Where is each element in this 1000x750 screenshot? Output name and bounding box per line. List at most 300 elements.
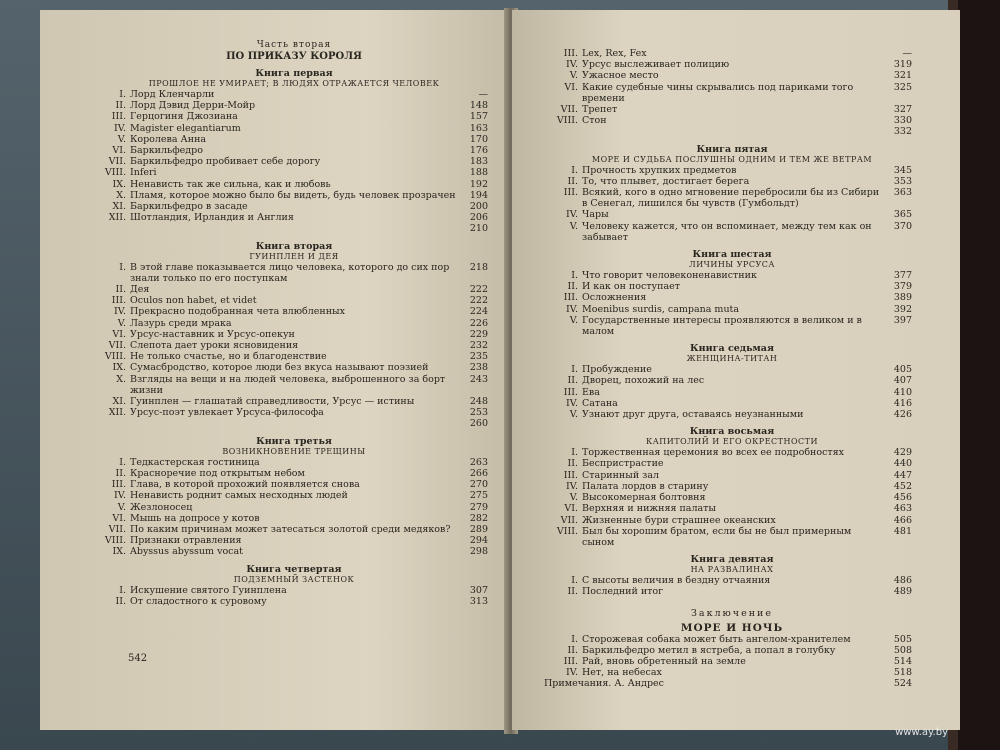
chapter-number: VII. (560, 514, 578, 526)
chapter-title: Рай, вновь обретенный на земле (582, 655, 746, 667)
book-subtitle: ЛИЧИНЫ УРСУСА (689, 260, 775, 270)
chapter-number: IX. (112, 362, 126, 374)
chapter-page: 183 (469, 156, 488, 168)
toc-entry (100, 306, 488, 317)
book-cover-edge (955, 0, 1000, 750)
toc-entry (552, 126, 912, 137)
chapter-title: Inferi (130, 167, 157, 179)
chapter-page: 289 (469, 523, 488, 535)
chapter-page: 224 (469, 306, 488, 318)
conclusion-title: МОРЕ И НОЧЬ (680, 621, 784, 634)
chapter-title: Пробуждение (582, 364, 652, 376)
chapter-page: 514 (893, 655, 912, 667)
toc-entry (100, 284, 488, 295)
book-title: Книга вторая (255, 240, 333, 252)
chapter-number: II. (115, 595, 126, 607)
chapter-page: 163 (469, 122, 488, 134)
chapter-title: Всякий, кого в одно мгновение перебросили бы из Сибири в Сенегал, лишился бы чувств (Гумбольдт) (582, 187, 880, 210)
chapter-number: VII. (108, 156, 126, 168)
chapter-number: VIII. (556, 525, 578, 537)
chapter-page: 508 (893, 644, 912, 656)
chapter-title: Стон (582, 115, 607, 127)
chapter-title: Жезлоносец (130, 501, 193, 513)
chapter-number: IV. (566, 667, 578, 679)
toc-entry (552, 492, 912, 503)
chapter-number: V. (117, 501, 126, 513)
chapter-number: IV. (566, 59, 578, 71)
conclusion-label: Заключение (690, 607, 773, 619)
book-title: Книга третья (256, 435, 332, 447)
chapter-number: IV. (114, 490, 126, 502)
chapter-number: IV. (566, 480, 578, 492)
chapter-page: 440 (893, 458, 912, 470)
part-title: ПО ПРИКАЗУ КОРОЛЯ (226, 51, 362, 62)
chapter-page: 229 (469, 328, 488, 340)
chapter-page: 206 (469, 212, 488, 224)
toc-entry (552, 656, 912, 667)
book-heading (552, 426, 912, 447)
chapter-number: III. (563, 655, 578, 667)
chapter-number (100, 223, 130, 234)
toc-entry (100, 374, 488, 396)
toc-entry (552, 458, 912, 469)
chapter-title: Красноречие под открытым небом (130, 467, 305, 479)
toc-entry (100, 407, 488, 418)
chapter-number (100, 418, 130, 429)
chapter-number: XI. (112, 396, 126, 408)
toc-entry (552, 481, 912, 492)
chapter-page: 405 (893, 364, 912, 376)
chapter-number: VII. (108, 340, 126, 352)
chapter-page: 157 (469, 111, 488, 123)
chapter-page: 332 (893, 126, 912, 138)
chapter-title: Гуинплен — глашатай справедливости, Урсус — истины (130, 396, 415, 408)
chapter-number: II. (567, 175, 578, 187)
chapter-page: 416 (893, 397, 912, 409)
part-heading (100, 40, 488, 62)
toc-entry (100, 596, 488, 607)
chapter-number: I. (571, 364, 578, 376)
toc-entry (100, 145, 488, 156)
chapter-page: 447 (893, 469, 912, 481)
chapter-page: 307 (469, 584, 488, 596)
chapter-page: 235 (469, 351, 488, 363)
toc-entry (552, 115, 912, 126)
right-page (512, 10, 960, 730)
chapter-number: XI. (112, 201, 126, 213)
chapter-page: 505 (893, 633, 912, 645)
chapter-page: — (478, 89, 488, 100)
toc-entry (552, 176, 912, 187)
toc-entry (552, 503, 912, 514)
chapter-page: 345 (893, 164, 912, 176)
chapter-number: III. (111, 111, 126, 123)
chapter-title: Государственные интересы проявляются в великом и в малом (582, 314, 862, 338)
chapter-page: 397 (893, 314, 912, 326)
book-title: Книга шестая (692, 249, 772, 261)
chapter-number: III. (563, 187, 578, 199)
conclusion-entries (552, 634, 912, 679)
chapter-page: 248 (469, 396, 488, 408)
chapter-page: 266 (469, 467, 488, 479)
chapter-number: IV. (114, 306, 126, 318)
toc-entry (100, 295, 488, 306)
chapter-number: IV. (566, 303, 578, 315)
chapter-number: II. (567, 458, 578, 470)
chapter-number: VII. (108, 523, 126, 535)
chapter-title: Был бы хорошим братом, если бы не был примерным сыном (582, 525, 852, 548)
chapter-page: 463 (893, 503, 912, 515)
chapter-page: 389 (893, 292, 912, 304)
chapter-title: Какие судебные чины скрывались под париками того времени (582, 81, 854, 104)
chapter-title: Мышь на допросе у котов (130, 512, 260, 524)
chapter-number: II. (567, 281, 578, 293)
chapter-page: 275 (469, 490, 488, 502)
chapter-page: 466 (893, 514, 912, 526)
chapter-page: 176 (469, 145, 488, 157)
toc-entry (552, 470, 912, 481)
toc-entry (100, 340, 488, 351)
chapter-title: С высоты величия в бездну отчаяния (582, 575, 771, 587)
left-toc (100, 68, 488, 607)
book-subtitle: КАПИТОЛИЙ И ЕГО ОКРЕСТНОСТИ (646, 437, 818, 447)
chapter-number: III. (563, 292, 578, 304)
chapter-number: II. (115, 100, 126, 112)
toc-entry (100, 179, 488, 190)
toc-entry (100, 585, 488, 596)
chapter-title: Верхняя и нижняя палаты (582, 503, 716, 515)
book-title: Книга четвертая (246, 563, 342, 575)
chapter-page: 370 (893, 220, 912, 232)
chapter-title (130, 418, 462, 429)
book-heading (100, 68, 488, 89)
chapter-number: V. (569, 220, 578, 232)
book-subtitle: ПОДЗЕМНЫЙ ЗАСТЕНОК (233, 574, 355, 584)
chapter-title: Палата лордов в старину (582, 480, 709, 492)
chapter-number: II. (567, 586, 578, 598)
toc-entry (100, 457, 488, 468)
chapter-title: Не только счастье, но и благоденствие (130, 351, 327, 363)
toc-entry (100, 468, 488, 479)
toc-entry (100, 223, 488, 234)
notes-label: Примечания. А. Андрес (544, 678, 664, 690)
chapter-title: Шотландия, Ирландия и Англия (130, 212, 294, 224)
chapter-page: 194 (469, 189, 488, 201)
toc-entry (100, 134, 488, 145)
notes-page: 524 (893, 678, 912, 690)
chapter-number: II. (567, 644, 578, 656)
chapter-title: Чары (582, 209, 609, 221)
chapter-number: II. (115, 284, 126, 296)
chapter-title: Урсус выслеживает полицию (582, 59, 730, 71)
chapter-title: В этой главе показывается лицо человека, которого до сих пор знали только по его поступкам (130, 261, 450, 284)
book-heading (552, 144, 912, 165)
chapter-number: III. (111, 295, 126, 307)
toc-entry (552, 270, 912, 281)
chapter-number: I. (119, 89, 126, 100)
chapter-page: 294 (469, 535, 488, 547)
toc-entry (552, 292, 912, 303)
chapter-page: 282 (469, 512, 488, 524)
chapter-number: V. (569, 492, 578, 504)
chapter-number: IV. (114, 122, 126, 134)
chapter-title: Сумасбродство, которое люди без вкуса называют поэзией (130, 362, 429, 374)
chapter-title: Дея (130, 284, 150, 296)
page-number: 542 (128, 653, 148, 664)
book-heading (100, 564, 488, 585)
book-heading (552, 554, 912, 575)
chapter-page: 452 (893, 480, 912, 492)
chapter-page: 379 (893, 281, 912, 293)
chapter-title: Лазурь среди мрака (130, 317, 232, 329)
notes-entry (544, 678, 912, 690)
chapter-title (130, 223, 462, 234)
chapter-page: 321 (893, 70, 912, 82)
toc-entry (552, 515, 912, 526)
toc-entry (552, 364, 912, 375)
chapter-title: Узнают друг друга, оставаясь неузнанными (582, 409, 804, 421)
toc-entry (552, 387, 912, 398)
chapter-number: XII. (108, 407, 126, 419)
chapter-title: Лорд Дэвид Дерри-Мойр (130, 100, 256, 112)
chapter-number: I. (571, 447, 578, 459)
chapter-page: 330 (893, 115, 912, 127)
toc-entry (552, 209, 912, 220)
toc-entry (100, 123, 488, 134)
book-subtitle: ГУИНПЛЕН И ДЕЯ (249, 251, 339, 261)
chapter-number: VI. (564, 503, 578, 515)
toc-entry (552, 187, 912, 209)
toc-entry (552, 48, 912, 59)
chapter-number: V. (569, 70, 578, 82)
chapter-number: VI. (564, 81, 578, 93)
chapter-page: — (902, 48, 912, 59)
chapter-page: 327 (893, 104, 912, 116)
chapter-title: Баркильфедро в засаде (130, 201, 248, 213)
book-subtitle: ПРОШЛОЕ НЕ УМИРАЕТ; В ЛЮДЯХ ОТРАЖАЕТСЯ ЧЕЛОВЕК (148, 79, 440, 88)
chapter-number: II. (567, 375, 578, 387)
toc-entry (552, 165, 912, 176)
chapter-title: Нет, на небесах (582, 667, 662, 679)
chapter-page: 407 (893, 375, 912, 387)
chapter-number: I. (119, 584, 126, 596)
chapter-title: Высокомерная болтовня (582, 492, 706, 504)
watermark: www.ay.by (895, 727, 948, 738)
toc-entry (100, 201, 488, 212)
chapter-page: 226 (469, 317, 488, 329)
right-toc-continued (552, 48, 912, 138)
chapter-title: Oculos non habet, et videt (130, 295, 257, 307)
chapter-page: 238 (469, 362, 488, 374)
chapter-number: X. (116, 373, 126, 385)
chapter-page: 222 (469, 295, 488, 307)
chapter-page: 392 (893, 303, 912, 315)
chapter-title: То, что плывет, достигает берега (582, 175, 750, 187)
chapter-title: Последний итог (582, 586, 664, 598)
chapter-title: От сладостного к суровому (130, 595, 267, 607)
chapter-page: 170 (469, 133, 488, 145)
chapter-page: 429 (893, 447, 912, 459)
chapter-number: III. (563, 469, 578, 481)
book-title: Книга седьмая (690, 343, 774, 355)
chapter-page: 377 (893, 270, 912, 282)
toc-entry (100, 502, 488, 513)
toc-entry (100, 479, 488, 490)
toc-entry (100, 546, 488, 557)
chapter-page: 365 (893, 209, 912, 221)
book-heading (552, 343, 912, 364)
chapter-page: 410 (893, 386, 912, 398)
chapter-title: Торжественная церемония во всех ее подробностях (582, 447, 845, 459)
chapter-page: 260 (469, 418, 488, 430)
chapter-page: 148 (469, 100, 488, 112)
toc-entry (552, 304, 912, 315)
chapter-page: 319 (893, 59, 912, 71)
toc-entry (552, 59, 912, 70)
toc-entry (100, 100, 488, 111)
chapter-title: Прочность хрупких предметов (582, 164, 737, 176)
chapter-page: 232 (469, 340, 488, 352)
book-heading (100, 241, 488, 262)
chapter-page: 298 (469, 546, 488, 558)
toc-entry (552, 634, 912, 645)
toc-entry (552, 82, 912, 104)
chapter-page: 270 (469, 479, 488, 491)
chapter-title: И как он поступает (582, 281, 681, 293)
toc-entry (100, 190, 488, 201)
toc-entry (100, 329, 488, 340)
chapter-title: Баркильфедро метил в ястреба, а попал в голубку (582, 644, 836, 656)
toc-entry (552, 315, 912, 337)
toc-entry (552, 398, 912, 409)
toc-entry (100, 89, 488, 100)
chapter-title: Abyssus abyssum vocat (130, 546, 243, 558)
chapter-title: Дворец, похожий на лес (582, 375, 705, 387)
toc-entry (100, 396, 488, 407)
chapter-title: Беспристрастие (582, 458, 664, 470)
chapter-page: 200 (469, 201, 488, 213)
toc-entry (100, 156, 488, 167)
toc-entry (100, 351, 488, 362)
chapter-number: V. (569, 409, 578, 421)
chapter-number: III. (563, 48, 578, 59)
toc-entry (100, 513, 488, 524)
chapter-title: Прекрасно подобранная чета влюбленных (130, 306, 345, 318)
chapter-title: Ужасное место (582, 70, 659, 82)
chapter-title: Признаки отравления (130, 535, 242, 547)
chapter-number: III. (563, 386, 578, 398)
chapter-title: Lex, Rex, Fex (582, 48, 647, 59)
chapter-page: 192 (469, 178, 488, 190)
book-subtitle: ЖЕНЩИНА-ТИТАН (686, 354, 778, 364)
chapter-title: Magister elegantiarum (130, 122, 241, 134)
chapter-page: 253 (469, 407, 488, 419)
chapter-page: 486 (893, 575, 912, 587)
chapter-number: VIII. (104, 167, 126, 179)
chapter-title: Жизненные бури страшнее океанских (582, 514, 776, 526)
chapter-title: Человеку кажется, что он вспоминает, между тем как он забывает (582, 220, 872, 243)
chapter-number (552, 126, 582, 137)
chapter-title: Ева (582, 386, 600, 398)
chapter-number: II. (115, 467, 126, 479)
chapter-number: VIII. (104, 351, 126, 363)
toc-entry (100, 524, 488, 535)
chapter-page: 363 (893, 187, 912, 199)
chapter-title: Moenibus surdis, campana muta (582, 303, 740, 315)
chapter-number: VI. (112, 328, 126, 340)
chapter-title: Королева Анна (130, 133, 207, 145)
toc-entry (552, 221, 912, 243)
chapter-title: Тедкастерская гостиница (130, 456, 260, 468)
chapter-title: Баркильфедро (130, 145, 203, 157)
left-page (40, 10, 510, 730)
chapter-title: Сторожевая собака может быть ангелом-хранителем (582, 633, 851, 645)
chapter-title: Пламя, которое можно было бы видеть, будь человек прозрачен (130, 189, 456, 201)
chapter-title: Баркильфедро пробивает себе дорогу (130, 156, 321, 168)
book-title: Книга первая (255, 68, 333, 79)
chapter-number: I. (119, 261, 126, 273)
chapter-title: Взгляды на вещи и на людей человека, выброшенного за борт жизни (130, 373, 446, 396)
chapter-page: 489 (893, 586, 912, 598)
chapter-number: V. (569, 314, 578, 326)
chapter-title: Осложнения (582, 292, 647, 304)
chapter-title: Ненависть так же сильна, как и любовь (130, 178, 331, 190)
chapter-page: 456 (893, 492, 912, 504)
chapter-number: IX. (112, 546, 126, 558)
chapter-title: Сатана (582, 397, 618, 409)
toc-entry (552, 70, 912, 81)
chapter-page: 210 (469, 223, 488, 235)
chapter-number: X. (116, 189, 126, 201)
toc-entry (552, 409, 912, 420)
chapter-number: I. (571, 575, 578, 587)
toc-entry (552, 104, 912, 115)
toc-entry (552, 526, 912, 548)
chapter-title: Лорд Кленчарли (130, 89, 215, 100)
toc-entry (552, 586, 912, 597)
chapter-number: V. (117, 317, 126, 329)
book-heading (552, 249, 912, 270)
chapter-number: I. (571, 633, 578, 645)
chapter-title: Герцогиня Джозиана (130, 111, 238, 123)
right-toc (552, 144, 912, 598)
toc-entry (552, 375, 912, 386)
toc-entry (552, 575, 912, 586)
chapter-number: IX. (112, 178, 126, 190)
chapter-title: Старинный зал (582, 469, 660, 481)
toc-entry (552, 645, 912, 656)
chapter-title: По каким причинам может затесаться золотой среди медяков? (130, 523, 451, 535)
chapter-title: Что говорит человеконенавистник (582, 270, 757, 282)
chapter-page: 481 (893, 525, 912, 537)
book-heading (100, 436, 488, 457)
chapter-title: Урсус-наставник и Урсус-опекун (130, 328, 295, 340)
chapter-title: Слепота дает уроки ясновидения (130, 340, 299, 352)
toc-entry (552, 667, 912, 678)
part-label: Часть вторая (256, 40, 332, 50)
chapter-title: Трепет (582, 104, 618, 116)
chapter-title: Урсус-поэт увлекает Урсуса-философа (130, 407, 324, 419)
chapter-page: 218 (469, 261, 488, 273)
toc-entry (552, 281, 912, 292)
toc-entry (100, 262, 488, 284)
chapter-title: Ненависть роднит самых несходных людей (130, 490, 348, 502)
chapter-page: 243 (469, 373, 488, 385)
chapter-number: I. (571, 164, 578, 176)
chapter-number: I. (119, 456, 126, 468)
chapter-number: VIII. (104, 535, 126, 547)
chapter-number: III. (111, 479, 126, 491)
